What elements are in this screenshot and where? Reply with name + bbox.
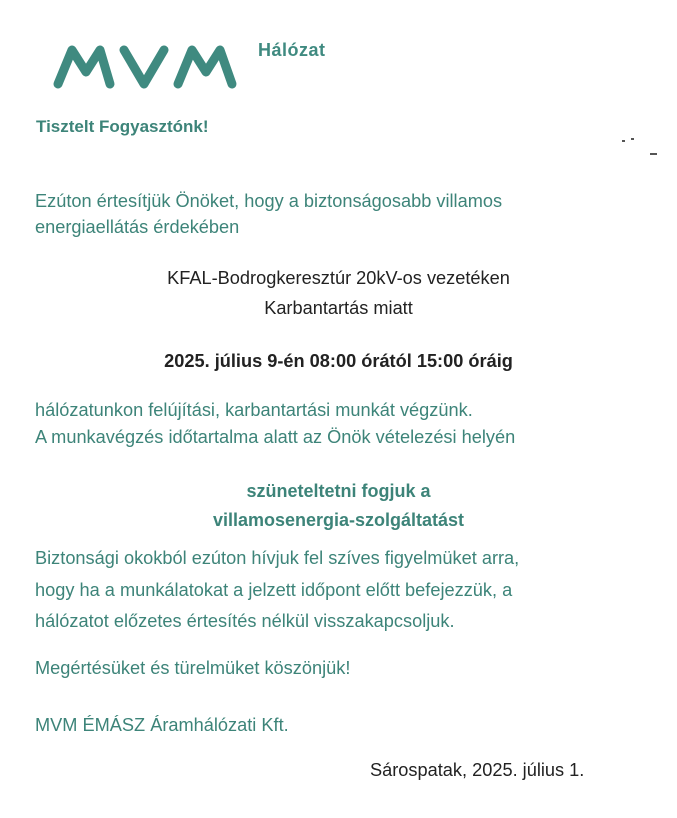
logo-letter-v [124,50,164,84]
suspension-line: szüneteltetni fogjuk a [246,481,431,501]
logo-letter-m1 [58,50,110,84]
place-date: Sárospatak, 2025. július 1. [370,760,585,780]
mvm-logo [52,42,242,90]
location-line: Karbantartás miatt [264,298,413,318]
scan-speck [622,140,625,142]
work-line: hálózatunkon felújítási, karbantartási munkát végzünk. [35,400,473,420]
location-block [0,263,677,323]
company-signature: MVM ÉMÁSZ Áramhálózati Kft. [35,715,289,735]
location-line: KFAL-Bodrogkeresztúr 20kV-os vezetéken [167,268,510,288]
safety-line: hálózatot előzetes értesítés nélkül visszakapcsoljuk. [35,611,455,631]
safety-line: Biztonsági okokból ezúton hívjuk fel szíves figyelmüket arra, [35,548,520,568]
work-line: A munkavégzés időtartalma alatt az Önök vételezési helyén [35,427,516,447]
logo-unit-label: Hálózat [258,40,326,60]
scan-speck [631,138,634,140]
intro-line: energiaellátás érdekében [35,217,240,237]
intro-line: Ezúton értesítjük Önöket, hogy a biztonságosabb villamos [35,191,503,211]
suspension-line: villamosenergia-szolgáltatást [212,510,465,530]
logo-letter-m2 [178,50,232,84]
suspension-notice [0,477,677,535]
thanks-line: Megértésüket és türelmüket köszönjük! [35,658,351,678]
scan-speck [650,153,657,155]
safety-line: hogy ha a munkálatokat a jelzett időpont előtt befejezzük, a [35,579,513,600]
intro-paragraph [35,188,502,240]
greeting: Tisztelt Fogyasztónk! [36,117,209,136]
mvm-logo-strokes [58,50,232,84]
work-paragraph [35,397,515,451]
safety-paragraph [35,543,519,638]
schedule-line: 2025. július 9-én 08:00 órától 15:00 óráig [164,351,513,371]
mvm-logo-mark [52,42,242,90]
